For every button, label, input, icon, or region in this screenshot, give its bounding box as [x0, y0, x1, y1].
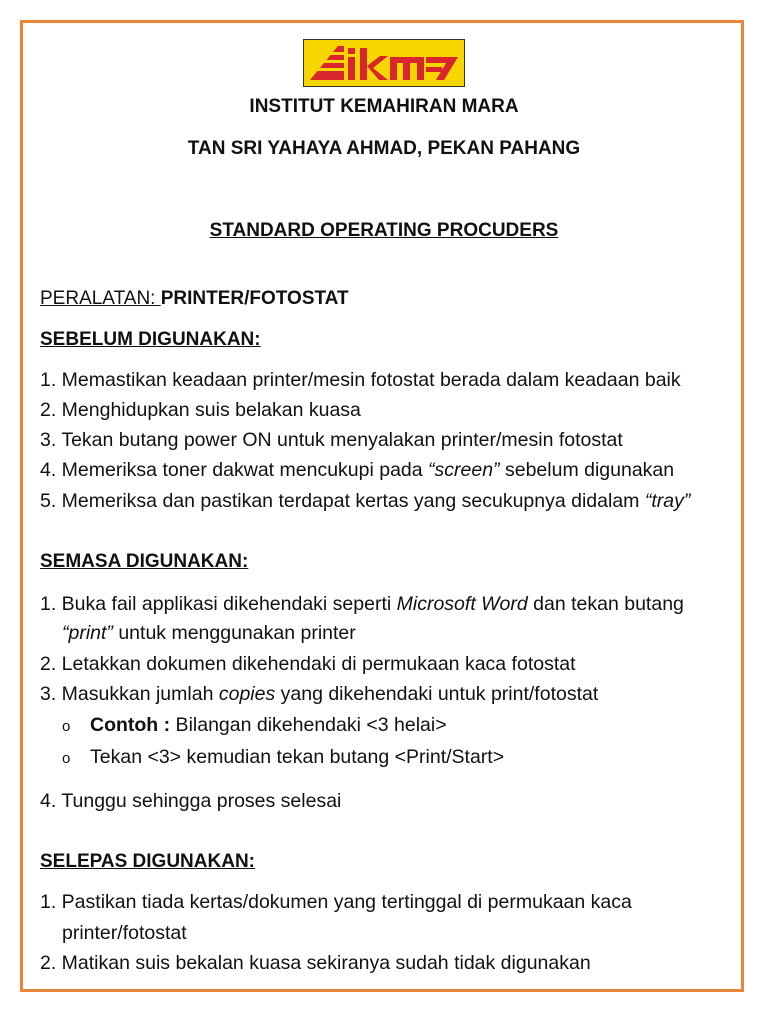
during-item-4: 4. Tunggu sehingga proses selesai	[40, 790, 342, 812]
equipment-value: PRINTER/FOTOSTAT	[160, 288, 349, 309]
bullet-circle-icon: o	[62, 750, 71, 767]
during-bullet-1: o Contoh : Bilangan dikehendaki <3 helai>	[62, 712, 447, 740]
equipment-line	[40, 286, 349, 312]
after-item-1-continued: printer/fotostat	[62, 922, 187, 944]
before-item-5: 5. Memeriksa dan pastikan terdapat kertas yang secukupnya didalam “tray”	[40, 490, 691, 512]
after-item-2: 2. Matikan suis bekalan kuasa sekiranya sudah tidak digunakan	[40, 952, 591, 974]
after-item-1: 1. Pastikan tiada kertas/dokumen yang tertinggal di permukaan kaca	[40, 891, 632, 913]
equipment-label: PERALATAN:	[40, 288, 161, 309]
campus-name: TAN SRI YAHAYA AHMAD, PEKAN PAHANG	[187, 138, 581, 159]
during-item-1: 1. Buka fail applikasi dikehendaki seperti Microsoft Word dan tekan butang	[40, 593, 684, 615]
during-item-2: 2. Letakkan dokumen dikehendaki di permukaan kaca fotostat	[40, 653, 576, 675]
before-heading: SEBELUM DIGUNAKAN:	[40, 329, 261, 350]
bullet-circle-icon: o	[62, 718, 71, 735]
ikm-logo	[303, 39, 465, 87]
document-title: STANDARD OPERATING PROCUDERS	[209, 220, 559, 241]
before-item-2: 2. Menghidupkan suis belakan kuasa	[40, 399, 361, 421]
during-item-3: 3. Masukkan jumlah copies yang dikehendaki untuk print/fotostat	[40, 683, 599, 705]
after-heading: SELEPAS DIGUNAKAN:	[40, 851, 255, 872]
before-item-1: 1. Memastikan keadaan printer/mesin fotostat berada dalam keadaan baik	[40, 369, 681, 391]
during-heading: SEMASA DIGUNAKAN:	[40, 551, 249, 572]
before-item-4: 4. Memeriksa toner dakwat mencukupi pada “screen” sebelum digunakan	[40, 459, 675, 481]
during-bullet-2: o Tekan <3> kemudian tekan butang <Print/Start>	[62, 744, 504, 772]
during-item-1-continued: “print” untuk menggunakan printer	[62, 622, 356, 644]
institute-name: INSTITUT KEMAHIRAN MARA	[249, 96, 519, 117]
before-item-3: 3. Tekan butang power ON untuk menyalakan printer/mesin fotostat	[40, 429, 623, 451]
